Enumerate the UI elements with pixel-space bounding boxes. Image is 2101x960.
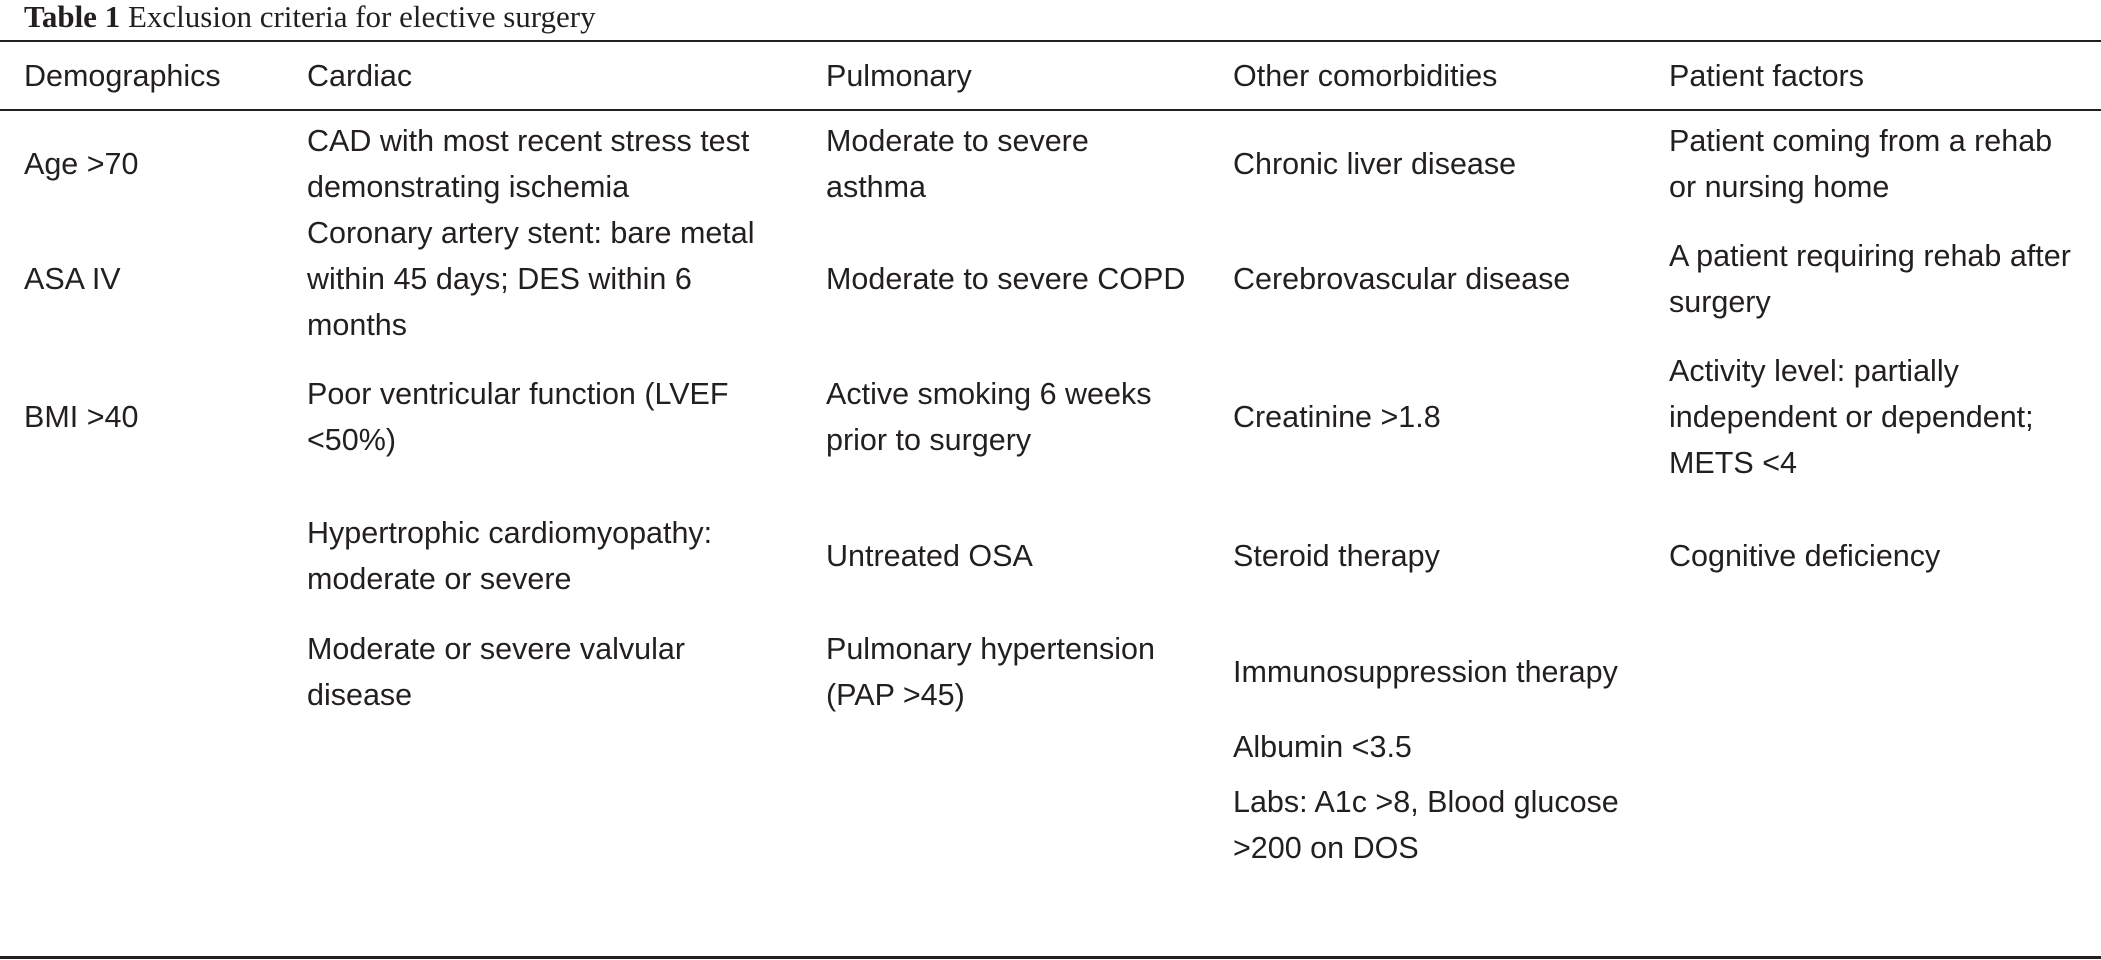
table-cell [802,718,1209,770]
table-cell: A patient requiring rehab after surgery [1669,239,2071,319]
table-cell: Age >70 [24,147,139,181]
table-cell [802,770,1209,880]
table-cell: Poor ventricular function (LVEF <50%) [307,377,729,457]
table-row [0,718,2101,770]
table-row [0,626,2101,718]
table-cell: ASA IV [24,262,121,296]
table-cell [1645,770,2101,880]
table-cell: Cerebrovascular disease [1233,262,1571,296]
table-cell: Untreated OSA [826,539,1033,573]
table-caption [24,0,596,36]
table-cell: Albumin <3.5 [1233,730,1412,764]
table-row [0,118,2101,210]
table-cell: Moderate or severe valvular disease [307,632,686,712]
table-cell [0,486,283,626]
table-cell: Chronic liver disease [1233,147,1517,181]
table-cell [0,626,283,718]
table-title: Exclusion criteria for elective surgery [127,0,596,34]
table-cell: Moderate to severe COPD [826,262,1186,296]
header-patient-factors: Patient factors [1669,58,1864,93]
table-cell [283,718,802,770]
table-cell: Steroid therapy [1233,539,1440,573]
table-cell: Moderate to severe asthma [826,124,1089,204]
table-cell: Coronary artery stent: bare metal within 45 days; DES within 6 months [307,216,755,342]
table-row [0,486,2101,626]
table-row [0,210,2101,348]
table-cell: Activity level: partially independent or dependent; METS <4 [1669,354,2034,480]
table-cell [0,770,283,880]
table-cell: BMI >40 [24,400,139,434]
header-demographics: Demographics [24,58,221,93]
table-cell: Labs: A1c >8, Blood glucose >200 on DOS [1233,785,1619,865]
table-cell: Creatinine >1.8 [1233,400,1441,434]
header-other-comorbidities: Other comorbidities [1233,58,1498,93]
table-row [0,770,2101,880]
table-bottom-rule [0,956,2101,959]
table-cell: Active smoking 6 weeks prior to surgery [826,377,1152,457]
header-cardiac: Cardiac [307,58,413,93]
header-pulmonary: Pulmonary [826,58,972,93]
table-cell [1645,718,2101,770]
table-cell: Patient coming from a rehab or nursing home [1669,124,2053,204]
table-cell [283,770,802,880]
table-cell [0,718,283,770]
table-row [0,348,2101,486]
exclusion-criteria-table [0,42,2101,880]
table-cell: Immunosuppression therapy [1233,655,1618,689]
header-row [0,42,2101,109]
table-cell: Pulmonary hypertension (PAP >45) [826,632,1155,712]
table-cell: Cognitive deficiency [1669,539,1941,573]
table-cell: Hypertrophic cardiomyopathy: moderate or severe [307,516,713,596]
table-cell: CAD with most recent stress test demonstrating ischemia [307,124,750,204]
table-number: Table 1 [24,0,121,34]
table-cell [1645,626,2101,718]
